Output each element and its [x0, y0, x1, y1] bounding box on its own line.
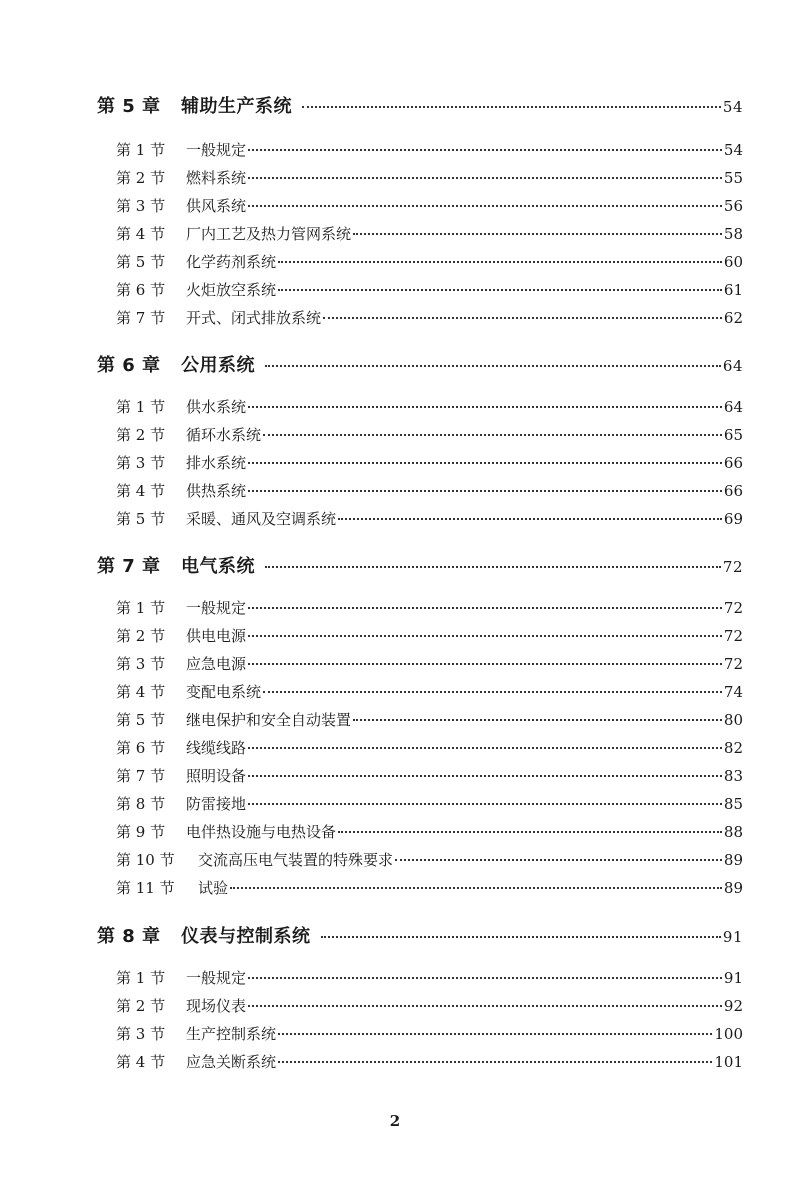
section-number: 第 3 节 — [116, 454, 166, 472]
section-title: 开式、闭式排放系统 — [186, 309, 322, 327]
section-title: 变配电系统 — [186, 683, 262, 701]
page-number: 55 — [723, 169, 743, 187]
toc-section-5-4[interactable] — [116, 223, 743, 244]
page-number: 62 — [723, 309, 743, 327]
dot-leader — [248, 747, 722, 749]
section-title: 电伴热设施与电热设备 — [186, 823, 337, 841]
section-title: 生产控制系统 — [186, 1025, 277, 1043]
section-title: 照明设备 — [186, 767, 247, 785]
toc-section-7-4[interactable] — [116, 681, 743, 702]
toc-section-7-1[interactable] — [116, 597, 743, 618]
dot-leader — [278, 289, 722, 291]
section-number: 第 5 节 — [116, 253, 166, 271]
chapter-title: 公用系统 — [181, 355, 255, 376]
page-number: 56 — [723, 197, 743, 215]
toc-section-8-4[interactable] — [116, 1051, 743, 1072]
dot-leader — [265, 365, 721, 367]
toc-section-8-2[interactable] — [116, 995, 743, 1016]
dot-leader — [338, 831, 722, 833]
dot-leader — [278, 1061, 712, 1063]
page-number: 54 — [723, 141, 743, 159]
dot-leader — [353, 719, 722, 721]
toc-section-7-6[interactable] — [116, 737, 743, 758]
dot-leader — [248, 149, 722, 151]
section-title: 化学药剂系统 — [186, 253, 277, 271]
page-number: 100 — [714, 1025, 743, 1043]
section-title: 交流高压电气装置的特殊要求 — [198, 851, 394, 869]
page-number: 89 — [723, 851, 743, 869]
page-number: 54 — [722, 98, 743, 116]
toc-section-5-1[interactable] — [116, 139, 743, 160]
section-number: 第 7 节 — [116, 309, 166, 327]
section-title: 循环水系统 — [186, 426, 262, 444]
section-number: 第 1 节 — [116, 398, 166, 416]
toc-section-5-3[interactable] — [116, 195, 743, 216]
page-folio: 2 — [389, 1112, 401, 1130]
section-number: 第 4 节 — [116, 482, 166, 500]
page-number: 65 — [723, 426, 743, 444]
section-number: 第 1 节 — [116, 599, 166, 617]
section-number: 第 4 节 — [116, 225, 166, 243]
toc-section-5-2[interactable] — [116, 167, 743, 188]
section-title: 继电保护和安全自动装置 — [186, 711, 352, 729]
dot-leader — [353, 233, 722, 235]
section-number: 第 2 节 — [116, 426, 166, 444]
toc-section-7-5[interactable] — [116, 709, 743, 730]
chapter-number: 第 6 章 — [97, 355, 161, 376]
page-number: 91 — [722, 928, 743, 946]
dot-leader — [248, 205, 722, 207]
page-number: 58 — [723, 225, 743, 243]
toc-section-7-7[interactable] — [116, 765, 743, 786]
dot-leader — [248, 607, 722, 609]
toc-chapter-6[interactable] — [97, 351, 743, 377]
section-number: 第 6 节 — [116, 739, 166, 757]
section-number: 第 5 节 — [116, 510, 166, 528]
page-number: 72 — [723, 627, 743, 645]
section-number: 第 9 节 — [116, 823, 166, 841]
toc-section-7-3[interactable] — [116, 653, 743, 674]
page-number: 83 — [723, 767, 743, 785]
section-title: 供水系统 — [186, 398, 247, 416]
section-title: 应急电源 — [186, 655, 247, 673]
dot-leader — [263, 691, 722, 693]
toc-section-8-3[interactable] — [116, 1023, 743, 1044]
section-number: 第 4 节 — [116, 683, 166, 701]
section-title: 现场仪表 — [186, 997, 247, 1015]
chapter-number: 第 8 章 — [97, 926, 161, 947]
page-number: 92 — [723, 997, 743, 1015]
section-title: 供电电源 — [186, 627, 247, 645]
toc-section-7-11[interactable] — [116, 877, 743, 898]
section-number: 第 2 节 — [116, 627, 166, 645]
dot-leader — [302, 106, 721, 108]
page-number: 72 — [723, 655, 743, 673]
toc-section-6-4[interactable] — [116, 480, 743, 501]
section-number: 第 2 节 — [116, 997, 166, 1015]
toc-chapter-5[interactable] — [97, 92, 743, 118]
toc-section-5-6[interactable] — [116, 279, 743, 300]
toc-section-7-10[interactable] — [116, 849, 743, 870]
toc-section-7-2[interactable] — [116, 625, 743, 646]
dot-leader — [248, 803, 722, 805]
section-title: 一般规定 — [186, 141, 247, 159]
dot-leader — [263, 434, 722, 436]
section-number: 第 8 节 — [116, 795, 166, 813]
section-title: 厂内工艺及热力管网系统 — [186, 225, 352, 243]
toc-chapter-8[interactable] — [97, 922, 743, 948]
page-number: 88 — [723, 823, 743, 841]
toc-section-7-9[interactable] — [116, 821, 743, 842]
dot-leader — [248, 462, 722, 464]
page-number: 89 — [723, 879, 743, 897]
page-number: 74 — [723, 683, 743, 701]
dot-leader — [278, 1033, 712, 1035]
toc-section-7-8[interactable] — [116, 793, 743, 814]
page-number: 64 — [722, 357, 743, 375]
dot-leader — [248, 177, 722, 179]
dot-leader — [248, 406, 722, 408]
page-number: 91 — [723, 969, 743, 987]
section-title: 采暖、通风及空调系统 — [186, 510, 337, 528]
section-title: 供热系统 — [186, 482, 247, 500]
section-number: 第 3 节 — [116, 197, 166, 215]
dot-leader — [323, 317, 722, 319]
page-number: 69 — [723, 510, 743, 528]
section-number: 第 4 节 — [116, 1053, 166, 1071]
section-number: 第 3 节 — [116, 1025, 166, 1043]
dot-leader — [278, 261, 722, 263]
section-number: 第 11 节 — [116, 879, 175, 897]
section-number: 第 3 节 — [116, 655, 166, 673]
dot-leader — [248, 1005, 722, 1007]
dot-leader — [248, 490, 722, 492]
section-title: 防雷接地 — [186, 795, 247, 813]
section-title: 试验 — [198, 879, 229, 897]
dot-leader — [265, 566, 721, 568]
dot-leader — [248, 977, 722, 979]
toc-section-5-5[interactable] — [116, 251, 743, 272]
dot-leader — [338, 518, 722, 520]
section-number: 第 2 节 — [116, 169, 166, 187]
chapter-title: 辅助生产系统 — [181, 96, 292, 117]
chapter-number: 第 7 章 — [97, 556, 161, 577]
dot-leader — [248, 635, 722, 637]
page-number: 82 — [723, 739, 743, 757]
page-number: 66 — [723, 454, 743, 472]
section-number: 第 10 节 — [116, 851, 175, 869]
section-number: 第 1 节 — [116, 141, 166, 159]
page-number: 64 — [723, 398, 743, 416]
dot-leader — [230, 887, 722, 889]
section-number: 第 5 节 — [116, 711, 166, 729]
toc-chapter-7[interactable] — [97, 552, 743, 578]
dot-leader — [321, 936, 721, 938]
page-number: 72 — [722, 558, 743, 576]
dot-leader — [248, 775, 722, 777]
chapter-number: 第 5 章 — [97, 96, 161, 117]
page-number: 101 — [714, 1053, 743, 1071]
section-number: 第 6 节 — [116, 281, 166, 299]
chapter-title: 电气系统 — [181, 556, 255, 577]
toc-section-6-3[interactable] — [116, 452, 743, 473]
page-number: 80 — [723, 711, 743, 729]
section-title: 供风系统 — [186, 197, 247, 215]
toc-section-6-5[interactable] — [116, 508, 743, 529]
dot-leader — [248, 663, 722, 665]
page-number: 72 — [723, 599, 743, 617]
section-title: 线缆线路 — [186, 739, 247, 757]
section-title: 应急关断系统 — [186, 1053, 277, 1071]
toc-section-6-1[interactable] — [116, 396, 743, 417]
chapter-title: 仪表与控制系统 — [181, 926, 311, 947]
page-number: 66 — [723, 482, 743, 500]
section-number: 第 1 节 — [116, 969, 166, 987]
dot-leader — [395, 859, 722, 861]
page-number: 60 — [723, 253, 743, 271]
section-number: 第 7 节 — [116, 767, 166, 785]
section-title: 火炬放空系统 — [186, 281, 277, 299]
section-title: 一般规定 — [186, 599, 247, 617]
page-number: 85 — [723, 795, 743, 813]
section-title: 排水系统 — [186, 454, 247, 472]
toc-section-5-7[interactable] — [116, 307, 743, 328]
section-title: 一般规定 — [186, 969, 247, 987]
page-number: 61 — [723, 281, 743, 299]
toc-section-8-1[interactable] — [116, 967, 743, 988]
toc-section-6-2[interactable] — [116, 424, 743, 445]
section-title: 燃料系统 — [186, 169, 247, 187]
